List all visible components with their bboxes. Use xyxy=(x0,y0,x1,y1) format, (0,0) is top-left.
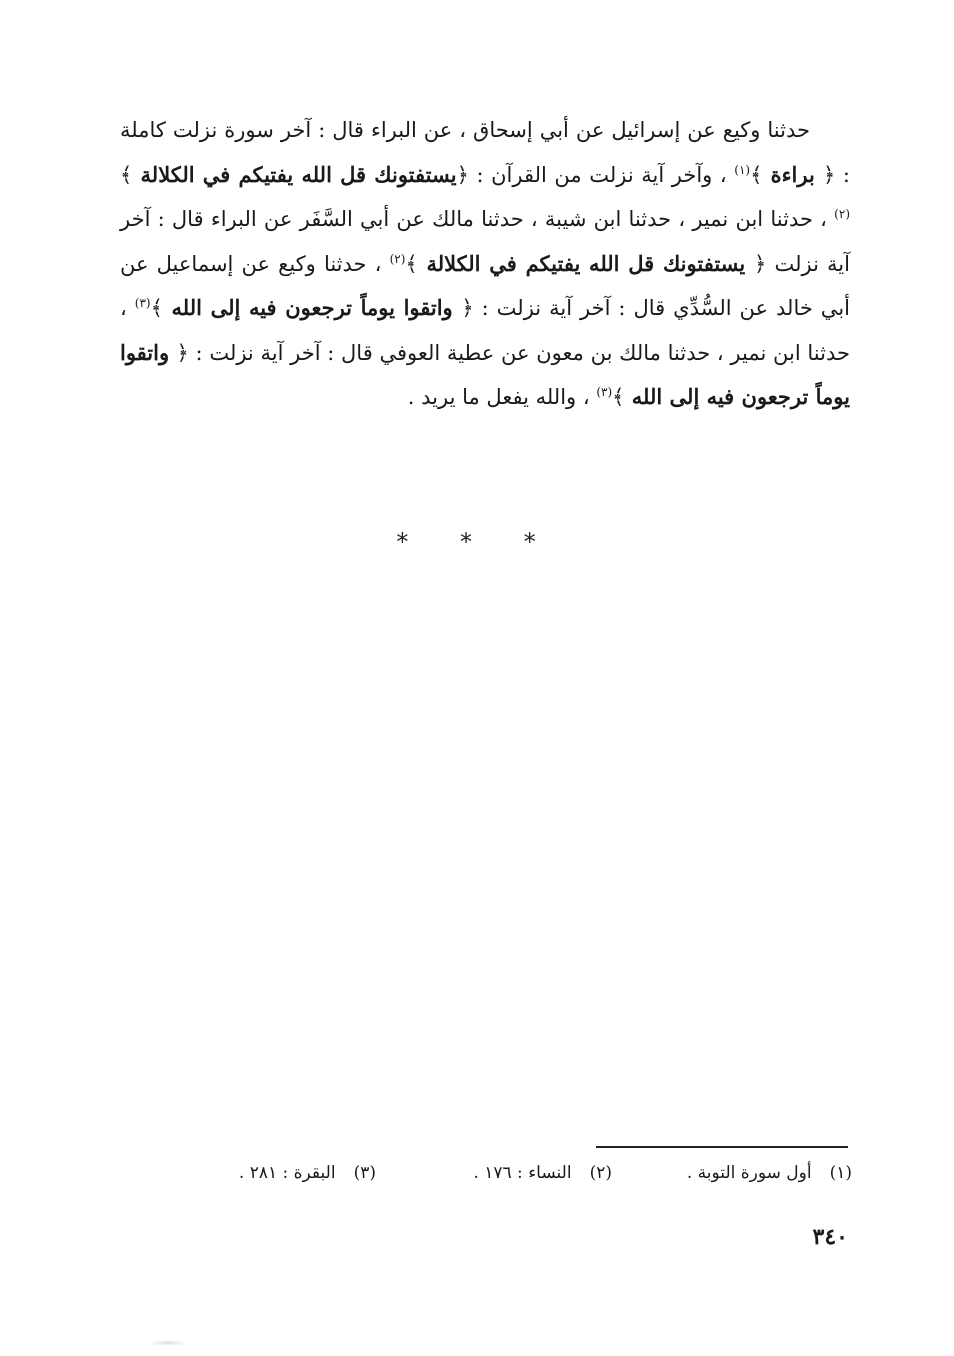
scan-artifact xyxy=(148,1340,188,1346)
footnote-text: النساء : ١٧٦ . xyxy=(473,1163,572,1183)
text-segment: ، حدثنا وكيع عن إسماعيل عن أبي خالد عن السُّدِّي قال : آخر آية نزلت : xyxy=(120,251,850,320)
footnote-number: (١) xyxy=(829,1163,852,1183)
ornate-bracket-close: ﴾ xyxy=(120,162,133,187)
footnote-number: (٣) xyxy=(353,1163,376,1183)
quran-quote xyxy=(151,295,474,320)
footnote-text: أول سورة التوبة . xyxy=(686,1163,812,1183)
quran-text: يستفتونك قل الله يفتيكم في الكلالة xyxy=(140,161,457,187)
quran-quote xyxy=(405,251,766,276)
footnote-ref: (٣) xyxy=(134,296,151,310)
text-segment: حدثنا وكيع عن إسرائيل عن أبي إسحاق ، عن البراء قال : آخر سورة نزلت كاملة : xyxy=(120,118,850,187)
footnote-item xyxy=(687,1163,852,1183)
quran-text: يستفتونك قل الله يفتيكم في الكلالة xyxy=(426,250,746,276)
text-segment: ، وآخر آية نزلت من القرآن : xyxy=(476,162,727,187)
footnote-text: البقرة : ٢٨١ . xyxy=(238,1163,336,1183)
ornate-bracket-close: ﴾ xyxy=(612,385,625,409)
quran-text: واتقوا يوماً ترجعون فيه إلى الله xyxy=(120,339,850,409)
quran-quote xyxy=(120,162,469,187)
hadith-paragraph xyxy=(120,108,850,420)
ornate-bracket-open: ﴿ xyxy=(461,296,474,320)
quran-text: واتقوا يوماً ترجعون فيه إلى الله xyxy=(171,295,453,320)
text-segment: ، حدثنا ابن نمير ، حدثنا ابن شيبة ، حدثنا مالك عن أبي السَّفَر عن البراء قال : آخر آية نزلت xyxy=(120,207,850,276)
ornate-bracket-close: ﴾ xyxy=(150,296,163,320)
footnote-ref: (١) xyxy=(734,162,751,177)
footnote-ref: (٣) xyxy=(596,385,613,399)
quran-quote xyxy=(750,162,835,187)
quran-text: براءة xyxy=(770,161,815,187)
footnote-item xyxy=(473,1163,612,1183)
footnote-ref: (٢) xyxy=(834,207,850,221)
footnotes xyxy=(200,1163,852,1193)
ornate-bracket-open: ﴿ xyxy=(823,162,836,187)
footnote-rule xyxy=(596,1146,848,1148)
footnote-number: (٢) xyxy=(589,1163,612,1183)
ornate-bracket-open: ﴿ xyxy=(456,162,469,187)
page-number: ٣٤٠ xyxy=(812,1224,848,1250)
text-segment: ، والله يفعل ما يريد . xyxy=(407,385,590,409)
ornate-bracket-close: ﴾ xyxy=(405,251,418,276)
text-segment: ، حدثنا ابن نمير ، حدثنا مالك بن معون عن عطية العوفي قال : آخر آية نزلت : xyxy=(120,296,850,365)
ornate-bracket-open: ﴿ xyxy=(754,251,767,276)
footnote-ref: (٢) xyxy=(389,251,406,266)
section-separator: * * * xyxy=(396,528,558,556)
ornate-bracket-close: ﴾ xyxy=(750,162,763,187)
footnote-item xyxy=(239,1163,376,1183)
main-text-block xyxy=(120,108,850,420)
ornate-bracket-open: ﴿ xyxy=(176,340,189,365)
